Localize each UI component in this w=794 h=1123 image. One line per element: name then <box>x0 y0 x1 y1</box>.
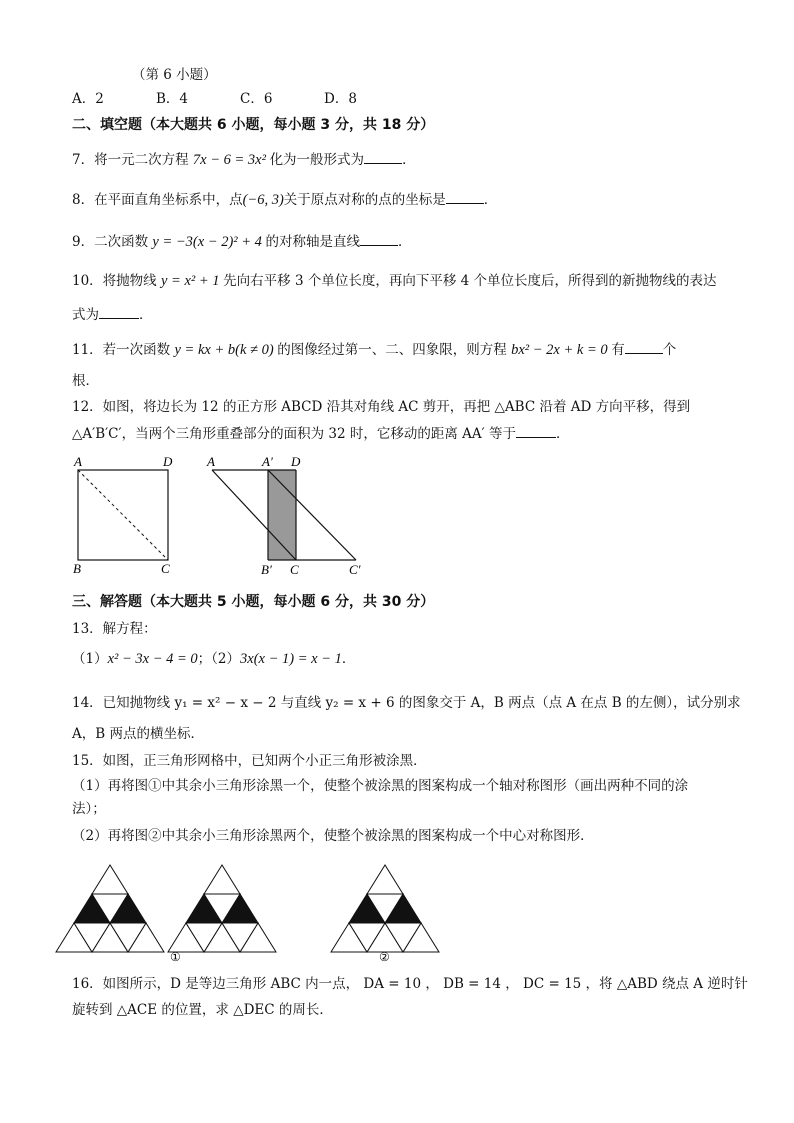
label-a: A <box>74 454 82 469</box>
question-15-line-4: （2）再将图②中其余小三角形涂黑两个，使整个被涂黑的图案构成一个中心对称图形． <box>72 828 594 844</box>
question-10-line-2 <box>72 305 153 324</box>
question-13-parts <box>72 650 355 668</box>
question-16-line-1: 16．如图所示，D 是等边三角形 ABC 内一点， DA = 10 ， DB = 14 ， DC = 15 ，将 △ABD 绕点 A 逆时针 <box>72 976 748 992</box>
q13-part1-equation: x² − 3x − 4 = 0 <box>107 651 198 667</box>
q9-suffix: 的对称轴是直线 <box>265 234 361 250</box>
question-11-line-2: 根． <box>72 373 99 389</box>
q7-equation: 7x − 6 = 3x² <box>192 152 270 168</box>
q10-suffix: 先向右平移 3 个单位长度，再向下平移 4 个单位长度后，所得到的新抛物线的表达 <box>223 273 717 289</box>
q10-line2: 式为 <box>72 307 99 323</box>
answer-blank <box>364 150 402 164</box>
q10-parabola: y = x² + 1 <box>160 273 224 289</box>
answer-blank <box>360 232 398 246</box>
question-10-line-1 <box>72 272 717 290</box>
q11-end: 个 <box>662 342 677 358</box>
q13-separator: ；（2） <box>197 651 241 667</box>
q9-prefix: 9．二次函数 <box>72 234 153 250</box>
label-a-prime: A′ <box>262 454 273 469</box>
q11-equation: bx² − 2x + k = 0 <box>511 342 612 358</box>
q6-options <box>72 90 408 108</box>
q10-prefix: 10．将抛物线 <box>72 273 161 289</box>
label-c: C <box>290 562 299 577</box>
label-d: D <box>163 454 173 469</box>
label-d: D <box>291 454 301 469</box>
label-c-prime: C′ <box>349 562 361 577</box>
triangle-grid-3 <box>331 865 439 952</box>
q13-end: ． <box>341 651 356 667</box>
question-15-line-3: 法）； <box>72 801 106 817</box>
question-15-line-2: （1）再将图①中其余小三角形涂黑一个，使整个被涂黑的图案构成一个轴对称图形（画出两种不同的涂 <box>72 778 689 794</box>
label-c: C <box>161 561 170 576</box>
square-abcd-figure <box>73 454 173 576</box>
q12-line2: △A′B′C′，当两个三角形重叠部分的面积为 32 时，它移动的距离 AA′ 等于 <box>72 426 516 442</box>
question-16-line-2: 旋转到 △ACE 的位置，求 △DEC 的周长． <box>72 1002 333 1018</box>
question-9 <box>72 232 412 251</box>
question-12-line-1: 12．如图，将边长为 12 的正方形 ABCD 沿其对角线 AC 剪开，再把 △ABC 沿着 AD 方向平移，得到 <box>72 399 691 415</box>
answer-blank <box>446 190 484 204</box>
figure-label-2: ② <box>379 950 390 964</box>
q7-suffix: 化为一般形式为 <box>269 152 365 168</box>
question-14-line-1: 14．已知抛物线 y₁ = x² − x − 2 与直线 y₂ = x + 6 的图象交于 A，B 两点（点 A 在点 B 的左侧），试分别求 <box>72 695 741 711</box>
q11-suffix: 有 <box>611 342 625 358</box>
question-8 <box>72 190 497 209</box>
q13-part2-equation: 3x(x − 1) = x − 1 <box>240 651 342 667</box>
section-heading-solutions: 三、解答题（本大题共 5 小题，每小题 6 分，共 30 分） <box>72 594 435 610</box>
q8-point: (−6, 3) <box>242 192 284 208</box>
triangle-grid-figures <box>0 855 794 965</box>
question-12-line-2 <box>72 424 569 443</box>
option-c: C．6 <box>240 91 273 107</box>
label-b: B <box>73 561 81 576</box>
option-d: D．8 <box>324 91 357 107</box>
figure-caption-q6: （第 6 小题） <box>132 67 217 83</box>
q13-part1-label: （1） <box>72 651 108 667</box>
q9-function: y = −3(x − 2)² + 4 <box>152 234 266 250</box>
option-a: A．2 <box>72 91 104 107</box>
q8-prefix: 8．在平面直角坐标系中，点 <box>72 192 243 208</box>
q7-end: ． <box>402 152 416 168</box>
q8-suffix: 关于原点对称的点的坐标是 <box>283 192 446 208</box>
option-b: B．4 <box>156 91 189 107</box>
grid-triangle <box>367 865 403 894</box>
q12-end: ． <box>555 426 570 442</box>
triangle-grid-1 <box>56 865 164 952</box>
question-13-title: 13．解方程： <box>72 621 157 637</box>
answer-blank <box>625 340 663 354</box>
q12-figures <box>0 452 794 582</box>
q7-prefix: 7．将一元二次方程 <box>72 152 193 168</box>
q11-linear-function: y = kx + b(k ≠ 0) <box>174 342 278 358</box>
triangle-grid-2 <box>168 865 276 952</box>
label-a: A <box>207 454 215 469</box>
question-15-line-1: 15．如图，正三角形网格中，已知两个小正三角形被涂黑． <box>72 753 427 769</box>
answer-blank <box>99 305 139 319</box>
question-7 <box>72 150 416 169</box>
question-11-line-1 <box>72 340 676 359</box>
q11-prefix: 11．若一次函数 <box>72 342 175 358</box>
grid-triangle <box>204 865 240 894</box>
q9-end: ． <box>398 234 412 250</box>
diagonal-ac <box>78 470 168 560</box>
question-14-line-2: A，B 两点的横坐标． <box>72 726 204 742</box>
figure-label-1: ① <box>170 950 181 964</box>
section-heading-fill-blank: 二、填空题（本大题共 6 小题，每小题 3 分，共 18 分） <box>72 117 435 133</box>
q11-middle: 的图像经过第一、二、四象限，则方程 <box>277 342 512 358</box>
q8-end: ． <box>483 192 498 208</box>
label-b-prime: B′ <box>261 562 272 577</box>
grid-triangle <box>92 865 128 894</box>
translated-triangles-figure <box>206 454 361 577</box>
q10-end: ． <box>139 307 153 323</box>
answer-blank <box>516 424 556 438</box>
